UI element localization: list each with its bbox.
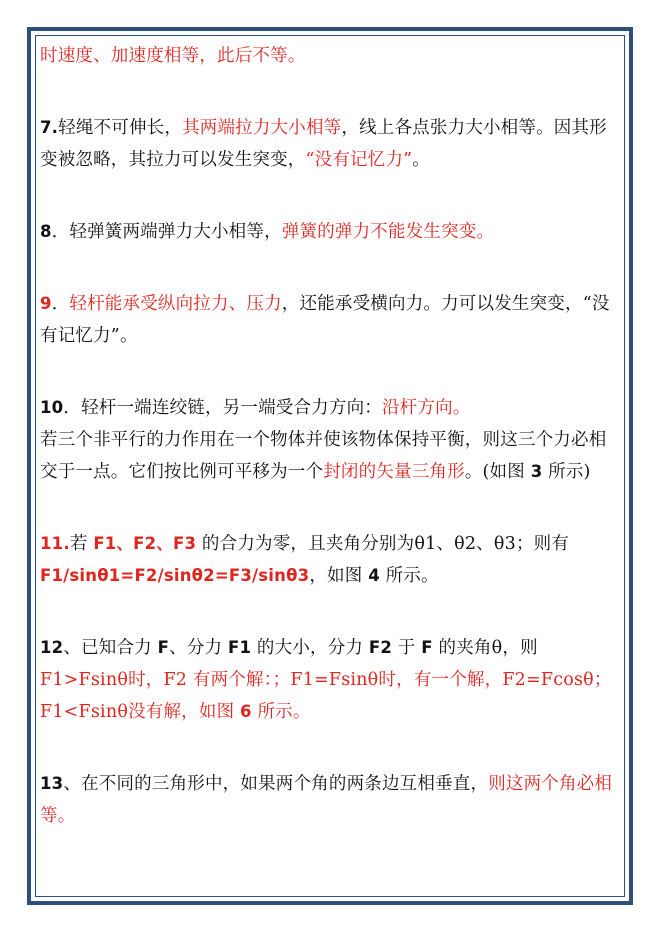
item-number: 10 <box>40 398 64 417</box>
paragraph-10 <box>40 392 622 424</box>
paragraph-11 <box>40 528 622 592</box>
text: ．轻杆一端连绞链，另一端受合力方向： <box>63 398 382 418</box>
symbol: F1 <box>228 638 252 657</box>
figure-number: 4 <box>368 566 380 585</box>
red-text: 其两端拉力大小相等 <box>182 118 342 138</box>
paragraph-12 <box>40 632 622 728</box>
item-number: 8 <box>40 222 52 241</box>
text: ．轻弹簧两端弹力大小相等， <box>51 222 282 242</box>
symbol: F <box>157 638 170 657</box>
paragraph-9 <box>40 288 622 352</box>
figure-number: 6 <box>240 702 252 721</box>
text: 的大小，分力 <box>251 638 369 658</box>
text: ，线上各点张力大小相等。因其形变被忽略，其拉力可以发生突变， <box>40 118 607 170</box>
text: 、分力 <box>169 638 228 658</box>
text: 、在不同的三角形中，如果两个角的两条边互相垂直， <box>63 774 489 794</box>
paragraph-8 <box>40 216 622 248</box>
text: 若三个非平行的力作用在一个物体并使该物体保持平衡，则这三个力必相交于一点。它们按比例可平移为一个 <box>40 430 607 482</box>
paragraph-continuation <box>40 40 622 72</box>
text: 、已知合力 <box>63 638 158 658</box>
text: 所示) <box>542 462 591 482</box>
text: 。(如图 <box>464 462 531 482</box>
text: ． <box>51 294 70 314</box>
text: 。 <box>412 150 430 170</box>
item-number: 7. <box>40 118 59 137</box>
text: 于 <box>392 638 422 658</box>
red-text: “没有记忆力” <box>305 150 413 170</box>
text: ，如图 <box>309 566 369 586</box>
paragraph-7 <box>40 112 622 176</box>
red-text: 轻杆能承受纵向拉力、压力 <box>69 294 282 314</box>
red-text: 所示。 <box>251 702 311 722</box>
document-body <box>40 40 622 832</box>
red-text: F1>Fsinθ时，F2 有两个解：；F1=Fsinθ时，有一个解，F2=Fcosθ；F1<Fsinθ没有解，如图 <box>40 670 612 722</box>
symbol: F2 <box>368 638 393 657</box>
item-number: 11. <box>40 534 70 553</box>
formula: F1、F2、F3 <box>93 534 197 553</box>
text: 轻绳不可伸长， <box>58 118 183 138</box>
red-text: 沿杆方向。 <box>381 398 471 418</box>
text: ，还能承受横向力。力可以发生突变，“没有记忆力”。 <box>40 294 610 346</box>
red-text: 封闭的矢量三角形 <box>323 462 465 482</box>
formula: F1/sinθ1=F2/sinθ2=F3/sinθ3 <box>40 566 310 585</box>
red-text: 时速度、加速度相等，此后不等。 <box>40 46 306 66</box>
item-number: 9 <box>40 294 52 313</box>
text: 的夹角θ，则 <box>432 638 538 658</box>
red-text: 弹簧的弹力不能发生突变。 <box>281 222 495 242</box>
paragraph-10-note <box>40 424 622 488</box>
paragraph-13 <box>40 768 622 832</box>
symbol: F <box>421 638 433 657</box>
red-text: 则这两个角必相等。 <box>40 774 613 826</box>
text: 的合力为零，且夹角分别为θ1、θ2、θ3；则有 <box>196 534 570 554</box>
item-number: 12 <box>40 638 64 657</box>
figure-number: 3 <box>530 462 543 481</box>
text: 所示。 <box>379 566 439 586</box>
item-number: 13 <box>40 774 64 793</box>
text: 若 <box>69 534 94 554</box>
